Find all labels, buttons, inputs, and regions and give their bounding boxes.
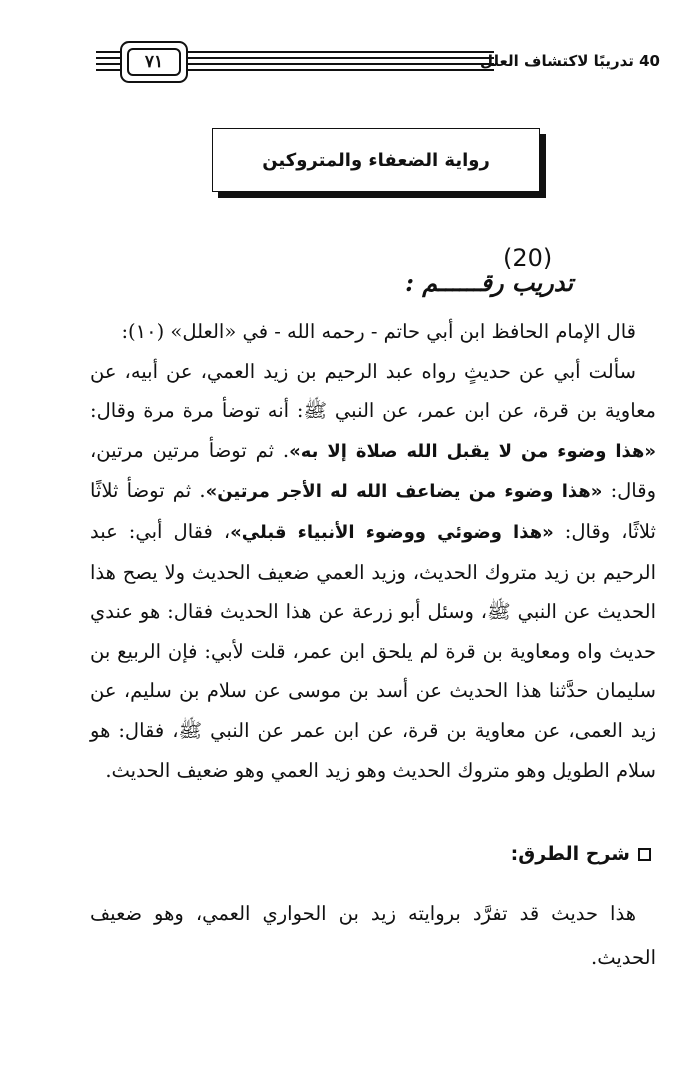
narration-part-3: . ثم توضأ ثلاثًا ثلاثًا، وقال: bbox=[90, 479, 656, 543]
explanation-heading-text: شرح الطرق: bbox=[510, 843, 630, 865]
narration-part-1: سألت أبي عن حديثٍ رواه عبد الرحيم بن زيد العمي، عن أبيه، عن معاوية بن قرة، عن ابن عمر، عن النبي ﷺ: أنه توضأ مرة مرة وقال: bbox=[90, 359, 656, 423]
running-title: 40 تدريبًا لاكتشاف العلل bbox=[480, 52, 660, 70]
body-text bbox=[90, 312, 656, 790]
page-number-frame bbox=[120, 41, 188, 83]
quote-2: «هذا وضوء من يضاعف الله له الأجر مرتين» bbox=[205, 481, 603, 503]
explanation-heading bbox=[511, 843, 651, 865]
narration-part-2: . ثم توضأ مرتين مرتين، وقال: bbox=[90, 438, 656, 503]
narration-part-4: ، فقال أبي: عبد الرحيم بن زيد متروك الحديث، وزيد العمي ضعيف الحديث ولا يصح هذا الحديث عن النبي ﷺ، وسئل أبو زرعة عن هذا الحديث فقال: هو عندي حديث واه ومعاوية بن قرة لم يلحق ابن عمر، قلت لأبي: فإن الربيع بن سليمان حدَّثنا هذا الحديث عن أسد بن موسى عن سلام بن سليم، عن زيد العمى، عن معاوية بن قرة، عن ابن عمر عن النبي ﷺ، فقال: هو سلام الطويل وهو متروك الحديث وهو زيد العمي وهو ضعيف الحديث. bbox=[90, 519, 656, 782]
quote-3: «هذا وضوئي ووضوء الأنبياء قبلي» bbox=[230, 521, 554, 543]
exercise-label: تدريب رقــــــم : bbox=[405, 268, 573, 297]
intro-paragraph: قال الإمام الحافظ ابن أبي حاتم - رحمه الله - في «العلل» (١٠): bbox=[121, 320, 636, 343]
hadith-paragraph bbox=[90, 352, 656, 791]
header-rule-right bbox=[188, 49, 494, 75]
explanation-text bbox=[90, 892, 656, 980]
exercise-number: (20) bbox=[503, 244, 553, 272]
checkbox-icon bbox=[638, 848, 651, 861]
explanation-paragraph: هذا حديث قد تفرَّد بروايته زيد بن الحواري العمي، وهو ضعيف الحديث. bbox=[90, 902, 656, 969]
header-rule-left bbox=[96, 49, 120, 75]
section-title: رواية الضعفاء والمتروكين bbox=[212, 128, 540, 192]
quote-1: «هذا وضوء من لا يقبل الله صلاة إلا به» bbox=[289, 440, 656, 462]
page-number: ٧١ bbox=[127, 48, 181, 76]
